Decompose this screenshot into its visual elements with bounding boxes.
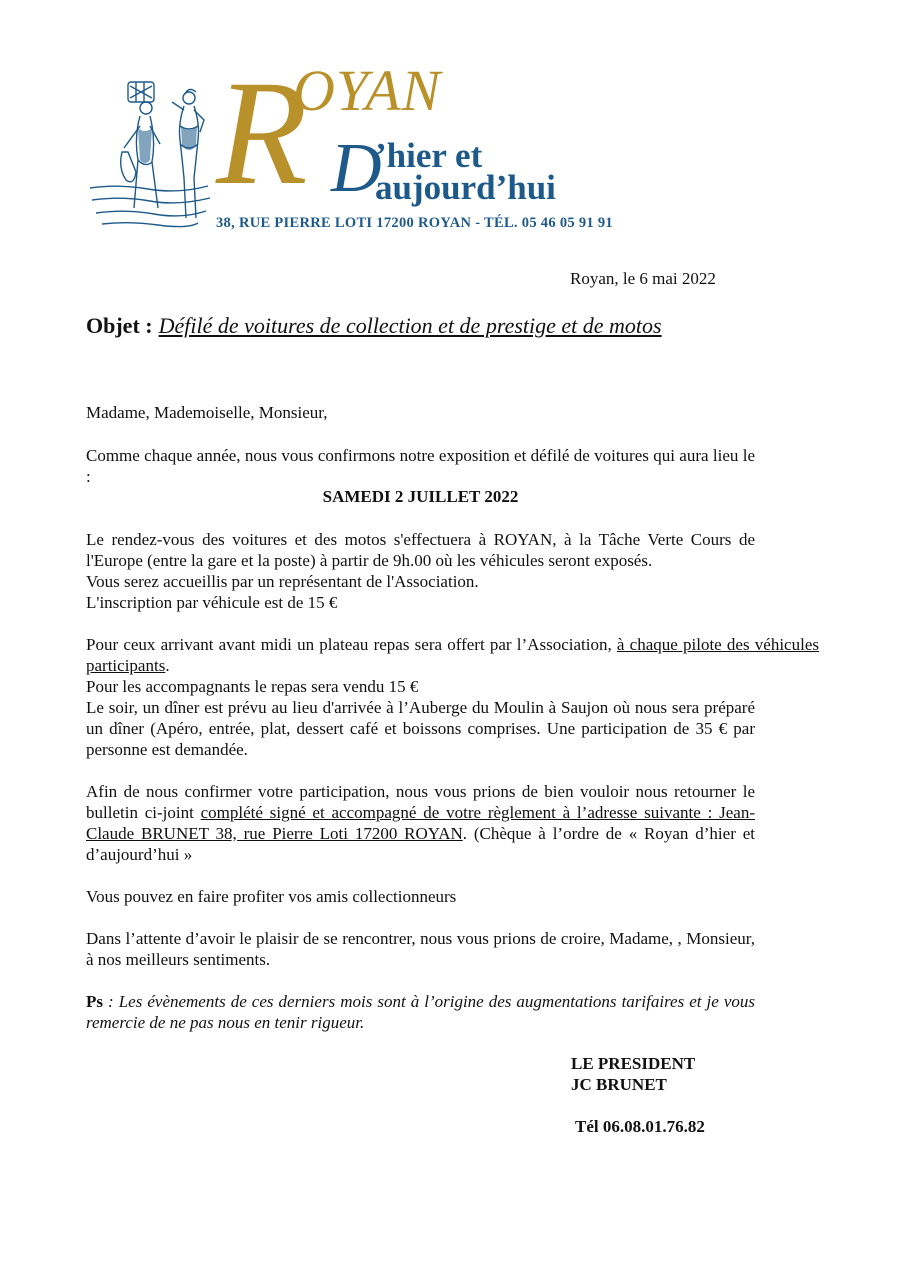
subject-line (86, 313, 662, 339)
confirm-address-underlined: complété signé et accompagné de votre règlement à l’adresse suivante : Jean-Claude BRUNET 38, rue Pierre Loti 17200 ROYAN (86, 803, 755, 843)
rendezvous-line-location: Le rendez-vous des voitures et des motos s'effectuera à ROYAN, à la Tâche Verte Cours de l'Europe (entre la gare et la poste) à partir de 9h.00 où les véhicules seront exposés. (86, 530, 755, 570)
signature-phone: Tél 06.08.01.76.82 (575, 1117, 705, 1136)
event-date: SAMEDI 2 JUILLET 2022 (322, 487, 519, 506)
letterhead-logo (88, 50, 618, 238)
salutation: Madame, Mademoiselle, Monsieur, (86, 403, 328, 422)
logo-letter-d: D (331, 130, 382, 207)
letterhead-address: 38, RUE PIERRE LOTI 17200 ROYAN - TÉL. 05 46 05 91 91 (216, 215, 613, 231)
confirm-cheque: . (Chèque à l’ordre de « Royan d’hier et d’aujourd’hui » (86, 824, 755, 864)
ps-paragraph (86, 991, 755, 1033)
confirm-text: Afin de nous confirmer votre participation, nous vous prions de bien vouloir nous retourner le bulletin ci-joint (86, 782, 755, 822)
logo-royan-text: OYAN (293, 58, 442, 123)
meal-offer-end: . (165, 656, 170, 675)
dinner-text: Le soir, un dîner est prévu au lieu d'arrivée à l’Auberge du Moulin à Saujon où nous sera préparé un dîner (Apéro, entrée, plat, dessert café et boissons comprises. Une participation de 35 € par personne est demandée. (86, 698, 755, 759)
ps-label: Ps (86, 992, 103, 1011)
meal-offer (86, 634, 819, 676)
signature-title: LE PRESIDENT (571, 1054, 696, 1073)
closing-paragraph: Dans l’attente d’avoir le plaisir de se rencontrer, nous vous prions de croire, Madame, , Monsieur, à nos meilleurs sentiments. (86, 929, 755, 969)
share-line: Vous pouvez en faire profiter vos amis collectionneurs (86, 887, 457, 906)
subject-text: Défilé de voitures de collection et de prestige et de motos (158, 313, 662, 338)
bathers-illustration-icon (88, 68, 213, 233)
companions-meal: Pour les accompagnants le repas sera vendu 15 € (86, 677, 419, 696)
letter-date: Royan, le 6 mai 2022 (570, 269, 716, 288)
confirm-paragraph (86, 781, 755, 865)
intro-paragraph: Comme chaque année, nous vous confirmons notre exposition et défilé de voitures qui aura lieu le : (86, 446, 755, 486)
meal-paragraph (86, 634, 819, 676)
logo-letter-r: R (216, 50, 308, 216)
rendezvous-paragraph (86, 529, 755, 613)
signature-name: JC BRUNET (571, 1075, 667, 1094)
rendezvous-line-welcome: Vous serez accueillis par un représentant de l'Association. (86, 572, 479, 591)
meal-offer-text: Pour ceux arrivant avant midi un plateau repas sera offert par l’Association, (86, 635, 617, 654)
dinner-paragraph (86, 676, 755, 760)
rendezvous-line-fee: L'inscription par véhicule est de 15 € (86, 593, 338, 612)
meal-offer-underlined: à chaque pilote des véhicules participants (86, 635, 819, 675)
logo-hier-et-text: ’hier et (375, 136, 483, 175)
logo-aujourdhui-text: aujourd’hui (375, 168, 556, 207)
subject-label: Objet : (86, 313, 153, 338)
ps-text: : Les évènements de ces derniers mois sont à l’origine des augmentations tarifaires et je vous remercie de ne pas nous en tenir rigueur. (86, 992, 755, 1032)
